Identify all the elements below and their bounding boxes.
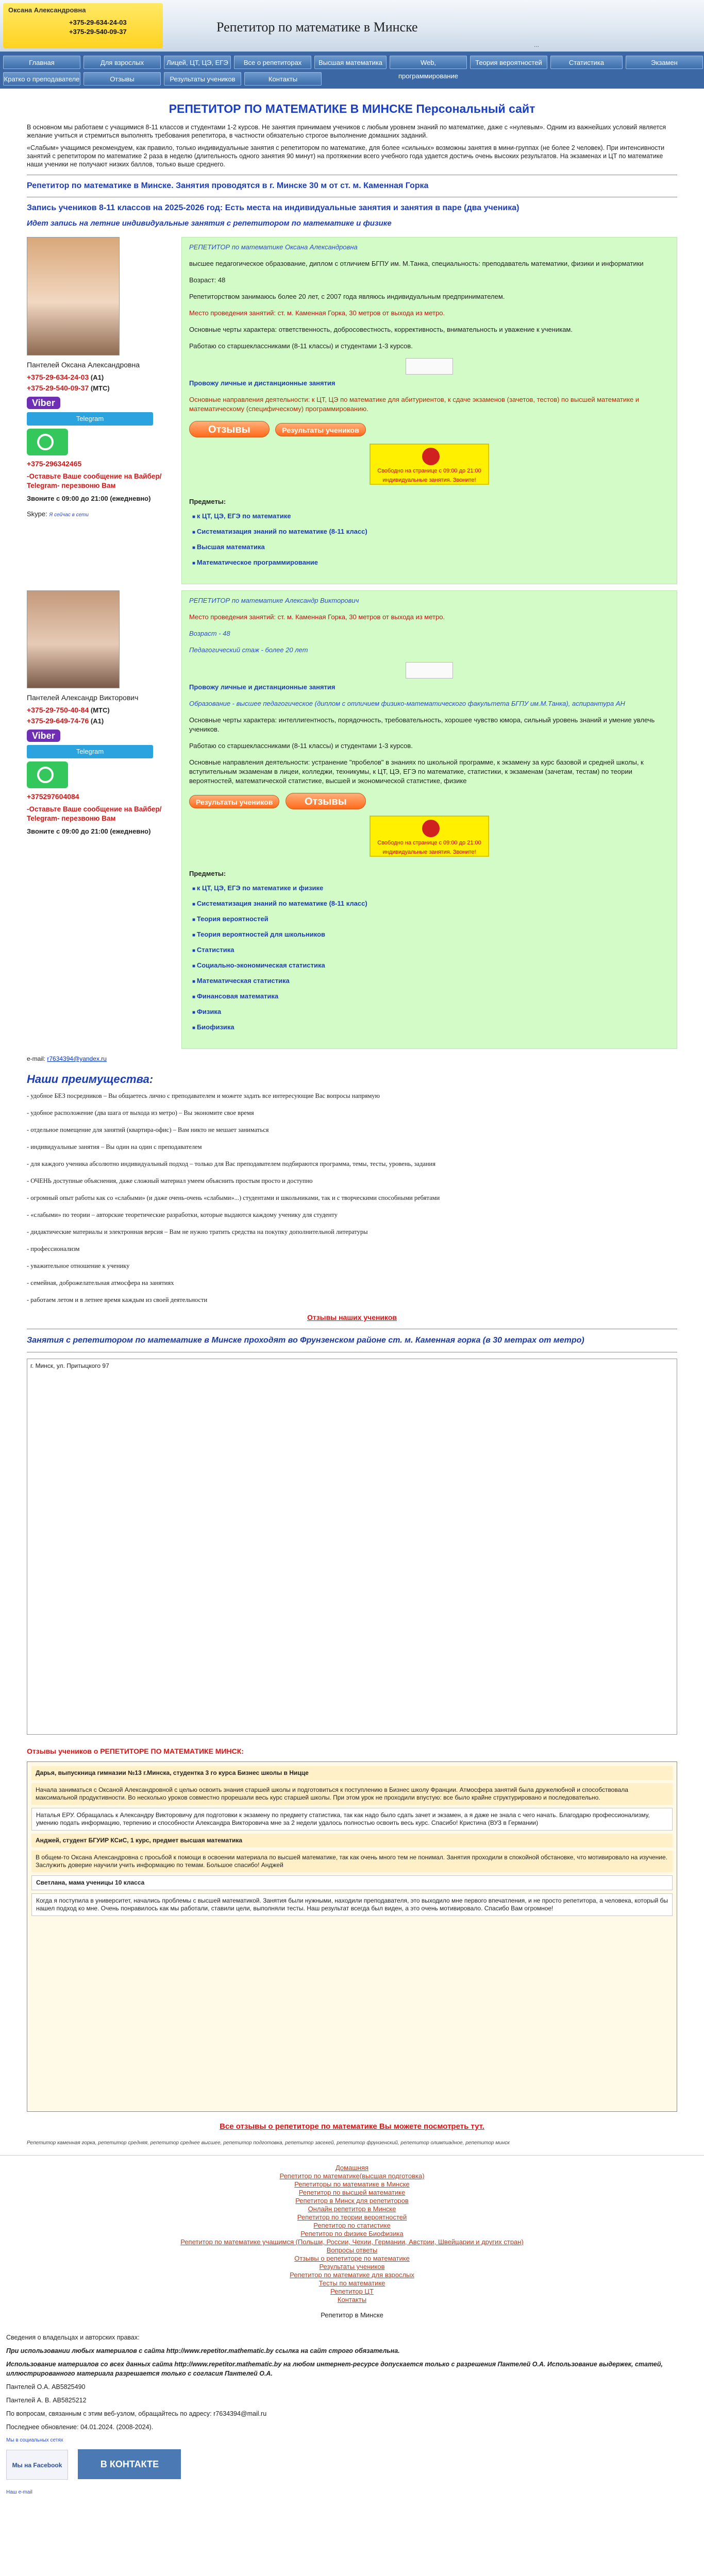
vkontakte-button[interactable]: В КОНТАКТЕ (78, 2449, 181, 2479)
nav-statistics[interactable]: Статистика (550, 56, 623, 69)
email-link[interactable]: r7634394@yandex.ru (47, 1055, 107, 1062)
teacher-1-education: высшее педагогическое образование, диплом с отличием БГПУ им. М.Танка, специальность: преподаватель математики, физики и информатики (189, 260, 644, 267)
intro-text (27, 123, 677, 168)
main-content (0, 89, 704, 2146)
teacher-2-traits: Основные черты характера: интеллигентность, порядочность, требовательность, хорошее чувство юмора, сильный уровень знаний и умение увлечь учеников. (189, 716, 655, 733)
site-header (0, 0, 704, 52)
subject-link[interactable]: ■ Систематизация знаний по математике (8-11 класс) (192, 527, 669, 537)
contact-note: По вопросам, связанным с этим веб-узлом, обращайтесь по адресу: r7634394@mail.ru (6, 2410, 267, 2417)
footer-link[interactable]: Тесты по математике (319, 2279, 385, 2287)
teacher-block-2 (27, 590, 677, 1049)
teacher-2-card (181, 590, 677, 1049)
main-navigation (0, 52, 704, 89)
subject-link[interactable]: ■ Статистика (192, 945, 669, 956)
teacher-1-phone-c[interactable]: +375-296342465 (27, 460, 82, 468)
teacher-1-subjects-title: Предметы: (189, 498, 226, 505)
teacher-1-age: Возраст: 48 (189, 276, 226, 284)
nav-home[interactable]: Главная (3, 56, 80, 69)
ring-icon (422, 820, 440, 837)
footer-link[interactable]: Репетитор по высшей математике (298, 2189, 406, 2196)
advantage-item: - для каждого ученика абсолютно индивидуальный подход – только для Вас преподавателем подбираются программа, темы, тесты, уровень, задания (27, 1160, 435, 1167)
teacher-block-1 (27, 237, 677, 584)
teacher-1-phone-b-operator: (МТС) (90, 384, 110, 392)
footer-link[interactable]: Репетитор по теории вероятностей (297, 2213, 407, 2221)
teacher-1-card-title: РЕПЕТИТОР по математике Оксана Александровна (189, 243, 358, 251)
subject-link[interactable]: ■ Финансовая математика (192, 992, 669, 1002)
whatsapp-icon[interactable] (27, 429, 68, 455)
teacher-2-photo (27, 590, 120, 688)
teacher-2-offer: Провожу личные и дистанционные занятия (189, 683, 336, 691)
teacher-2-subjects (189, 884, 669, 1033)
nav-probability[interactable]: Теория вероятностей (470, 56, 547, 69)
footer-link[interactable]: Репетитор по математике(высшая подготовка) (279, 2172, 425, 2180)
teacher-2-experience: Педагогический стаж - более 20 лет (189, 646, 308, 654)
review-text: Начала заниматься с Оксаной Александровной с целью освоить знания старшей школы и подготовиться к поступлению в Бизнес школу Франции. Атмосфера занятий была дружелюбной и способствовала максимальной продуктивности. Во несколько уроков совместно прорешали весь курс старшей школы. При этом урок не проходили впустую: все было крайне структурировано и последовательно. (31, 1783, 673, 1805)
teacher-2-hours: Звоните с 09:00 до 21:00 (ежедневно) (27, 827, 151, 835)
advantage-item: - огромный опыт работы как со «слабыми» (и даже очень-очень «слабыми»...) студентами и школьниками, так и с творческими способными ребятами (27, 1194, 440, 1201)
skype-status[interactable]: Я сейчас в сети (49, 512, 89, 518)
teacher-1-experience: Репетиторством занимаюсь более 20 лет, с 2007 года являюсь индивидуальным предпринимателем. (189, 293, 505, 300)
footer-link[interactable]: Репетитор ЦТ (330, 2287, 374, 2295)
nav-web-programming[interactable]: Web, программирование (390, 56, 467, 69)
teacher-1-results-button[interactable]: Результаты учеников (275, 423, 365, 436)
intro-paragraph-1: В основном мы работаем с учащимися 8-11 классов и студентами 1-2 курсов. Не занятия принимаем учеников с любым уровнем знаний по математике, даже с «нулевым». Одним из важнейших условий является желание учиться и стремиться выполнять требования репетитора, в частности обязательно строгое выполнение домашних заданий. (27, 124, 666, 139)
intro-paragraph-2: «Слабым» учащимся рекомендуем, как правило, только индивидуальные занятия с репетитором по математике, для более «сильных» возможны занятия в мини-группах (не более 2 человек). При интенсивности занятий с репетитором по математике 2 раза в неделю (длительность одного занятия 90 минут) на протяжении всего учебного года удается достичь очень высоких результатов. На экзаменах и ЦТ по математике наши ученики не получают низких баллов, только выше среднего. (27, 144, 665, 168)
teacher-2-subjects-title: Предметы: (189, 870, 226, 877)
nav-adults[interactable]: Для взрослых (83, 56, 161, 69)
teacher-1-photo (27, 237, 120, 355)
teacher-2-phone-c[interactable]: +375297604084 (27, 792, 79, 801)
location-note: Репетитор по математике в Минске. Занятия проводятся в г. Минске 30 м от ст. м. Каменная Горка (27, 181, 429, 190)
footer-city: Репетитор в Минске (321, 2311, 383, 2319)
advantage-item: - уважительное отношение к ученику (27, 1262, 130, 1269)
subject-link[interactable]: ■ Высшая математика (192, 543, 669, 553)
footer-link[interactable]: Контакты (337, 2296, 367, 2303)
subject-link[interactable]: ■ Систематизация знаний по математике (8-11 класс) (192, 899, 669, 909)
page-title: РЕПЕТИТОР ПО МАТЕМАТИКЕ В МИНСКЕ Персональный сайт (169, 102, 535, 115)
teacher-1-offer: Провожу личные и дистанционные занятия (189, 379, 336, 387)
advantage-item: - дидактические материалы и электронная версия – Вам не нужно тратить средства на покупку дополнительной литературы (27, 1228, 368, 1235)
skype-label: Skype: (27, 510, 47, 518)
header-phone-1[interactable]: +375-29-634-24-03 (69, 19, 127, 26)
header-phone-2[interactable]: +375-29-540-09-37 (69, 28, 127, 36)
nav-about-teacher[interactable]: Кратко о преподавателе (3, 72, 80, 86)
reviews-box[interactable] (27, 1761, 677, 2112)
footer-link[interactable]: Репетитор по статистике (313, 2222, 391, 2229)
footer-link[interactable]: Онлайн репетитор в Минске (308, 2205, 396, 2213)
advantage-item: - удобное расположение (два шага от выхода из метро) – Вы экономите свое время (27, 1109, 254, 1116)
subject-link[interactable]: ■ к ЦТ, ЦЭ, ЕГЭ по математике и физике (192, 884, 669, 894)
all-reviews-link[interactable]: Все отзывы о репетиторе по математике Вы можете посмотреть тут. (220, 2122, 484, 2131)
decorative-image (406, 358, 453, 375)
review-text: В общем-то Оксана Александровна с просьбой к помощи в освоении материала по высшей математике, так как очень много тем не понимал. Занятия проходили в спокойной обстановке, что мотивировало на изучение. Заслужить доверие научили учить информацию по темам. Большое спасибо! Анджей (31, 1851, 673, 1872)
teacher-2-education: Образование - высшее педагогическое (диплом с отличием физико-математического факультета БГПУ им.М.Танка), аспирантура АН (189, 700, 625, 707)
footer-link[interactable]: Отзывы о репетиторе по математике (294, 2255, 410, 2262)
review-text: Наталья ЕРУ. Обращалась к Александру Викторовичу для подготовки к экзамену по предмету статистика, так как надо было сдать зачет и экзамен, а я даже не знала с чего начать. Благодарю профессионализму, умению подать информацию, терпению и способности Александра Викторовича мне за 2 недели удалось полностью освоить весь курс. Спасибо! Кристина (ВУЗ в Германии) (31, 1808, 673, 1831)
teacher-1-hours: Звоните с 09:00 до 21:00 (ежедневно) (27, 495, 151, 502)
footer-links (0, 2155, 704, 2328)
footer-link[interactable]: Репетитор в Минск для репетиторов (295, 2197, 409, 2205)
nav-reviews[interactable]: Отзывы (83, 72, 161, 86)
advantage-item: - отдельное помещение для занятий (квартира-офис) – Вам никто не мешает заниматься (27, 1126, 269, 1133)
footer-link[interactable]: Репетитор по математике для взрослых (290, 2271, 414, 2279)
advantage-item: - индивидуальные занятия – Вы один на один с преподавателем (27, 1143, 202, 1150)
seo-keywords: Репетитор каменная горка, репетитор средняя, репетитор среднее высшее, репетитор подготовка, репетитор засекей, репетитор фрунзенский, репетитор олимпиадное, репетитор минск (27, 2140, 510, 2146)
teacher-2-reviews-button[interactable]: Отзывы (286, 793, 366, 809)
advantage-item: - работаем летом и в летнее время каждым из своей деятельности (27, 1296, 208, 1303)
teacher-2-results-button[interactable]: Результаты учеников (189, 795, 279, 808)
review-text: Когда я поступила в университет, начались проблемы с высшей математикой. Занятия были нужными, находили преподавателя, это выходило мне первого впечатления, и не просто репетитора, а человека, который бы нашел подход ко мне. Очень понравилось как мы работали, ставили цели, выполняли тесты. Наш результат всегда был виден, а это очень мотивировало. Спасибо Вам огромное! (31, 1893, 673, 1916)
teacher-2-phone-a-operator: (МТС) (90, 706, 110, 714)
teacher-2-contacts (27, 590, 181, 1049)
decorative-image (406, 662, 453, 679)
copyright-note-2: Использование материалов со всех данных сайта http://www.repetitor.mathematic.by на любом интернет-ресурсе допускается только с разрешения Пантелей О.А. Использование выдержек, статей, иллюстрированного материала разрешается только с согласия Пантелей О.А. (6, 2361, 663, 2377)
review-author: Дарья, выпускница гимназии №13 г.Минска, студентка 3 го курса Бизнес школы в Ницце (31, 1766, 673, 1780)
advantage-item: - семейная, доброжелательная атмосфера на занятиях (27, 1279, 174, 1286)
ring-icon (422, 448, 440, 465)
teacher-1-phone-a-operator: (A1) (90, 374, 104, 381)
teacher-2-place: Место проведения занятий: ст. м. Каменная Горка, 30 метров от выхода из метро. (189, 613, 445, 621)
site-title: Репетитор по математике в Минске (216, 20, 418, 35)
footer-link[interactable]: Домашняя (335, 2164, 369, 2172)
subject-link[interactable]: ■ Физика (192, 1007, 669, 1018)
teacher-1-work: Работаю со старшеклассниками (8-11 классы) и студентами 1-3 курсов. (189, 342, 413, 350)
nav-about-tutors[interactable]: Все о репетиторах (234, 56, 311, 69)
advantage-item: - удобное БЕЗ посредников – Вы общаетесь лично с преподавателем и можете задать все интересующие Вас вопросы напрямую (27, 1092, 380, 1099)
teacher-2-phone-b-operator: (A1) (90, 717, 104, 725)
teacher-1-free-badge: Свободно на странице с 09:00 до 21:00 индивидуальные занятия. Звоните! (370, 444, 489, 485)
whatsapp-icon[interactable] (27, 761, 68, 788)
map-embed[interactable] (27, 1359, 677, 1735)
teacher-2-main-activity: Основные направления деятельности: устранение "пробелов" в знаниях по школьной программе, к экзамену за курс базовой и средней школы, к вступительным экзаменам в лицеи, колледжи, техникумы, к ЦТ, ЦЭ, ЕГЭ по математике, статистики, к экзаменам (зачетам, тестам) по теории вероятностей, математической статистике, высшей и экономической статистике, физике (189, 758, 644, 785)
teacher-1-message-note: -Оставьте Ваше сообщение на Вайбер/ Telegram- перезвоню Вам (27, 472, 162, 489)
reviews-title: Отзывы учеников о РЕПЕТИТОРЕ ПО МАТЕМАТИКЕ МИНСК: (27, 1747, 244, 1755)
advantage-item: - «слабыми» по теории – авторские теоретические разработки, которые выдаются каждому ученику для студенту (27, 1211, 338, 1218)
footer-link[interactable]: Репетитор по математике учащимся (Польши, России, Чехии, Германии, Австрии, Швейцарии и других стран) (180, 2238, 524, 2246)
teacher-2-message-note: -Оставьте Ваше сообщение на Вайбер/ Telegram- перезвоню Вам (27, 805, 162, 822)
teacher-1-card (181, 237, 677, 584)
location-text: Занятия с репетитором по математике в Минске проходят во Фрунзенском районе ст. м. Каменная горка (в 30 метрах от метро) (27, 1336, 584, 1345)
brand-block (3, 3, 163, 48)
viber-button[interactable]: Viber (27, 730, 60, 742)
facebook-button[interactable]: Мы на Facebook (6, 2450, 68, 2480)
teacher-1-place: Место проведения занятий: ст. м. Каменная Горка, 30 метров от выхода из метро. (189, 309, 445, 317)
footer-link[interactable]: Репетиторы по математике в Минске (294, 2180, 410, 2188)
email-footer-label[interactable]: Наш e-mail (6, 2489, 32, 2495)
footer-link[interactable]: Вопросы ответы (326, 2246, 378, 2254)
telegram-button[interactable]: Telegram (27, 412, 153, 426)
nav-results[interactable]: Результаты учеников (164, 72, 241, 86)
teacher-1-subjects (189, 512, 669, 568)
teacher-2-age: Возраст - 48 (189, 630, 230, 637)
teacher-2-phone-a[interactable]: +375-29-750-40-84 (27, 706, 89, 714)
teacher-1-name: Пантелей Оксана Александровна (27, 361, 140, 369)
owner-2: Пантелей А. В. АВ5825212 (6, 2397, 87, 2404)
footer-link[interactable]: Результаты учеников (319, 2263, 385, 2270)
advantages-section (27, 1073, 677, 1304)
nav-contacts[interactable]: Контакты (244, 72, 322, 86)
teacher-2-free-badge: Свободно на странице с 09:00 до 21:00 индивидуальные занятия. Звоните! (370, 816, 489, 857)
nav-exam[interactable]: Экзамен (626, 56, 703, 69)
advantage-item: - профессионализм (27, 1245, 80, 1252)
teacher-1-reviews-button[interactable]: Отзывы (189, 421, 270, 437)
email-label: e-mail: (27, 1055, 46, 1062)
copyright-note-1: При использовании любых материалов с сайта http://www.repetitor.mathematic.by ссылка на сайт строго обязательна. (6, 2347, 400, 2354)
subject-link[interactable]: ■ Теория вероятностей для школьников (192, 930, 669, 940)
telegram-button[interactable]: Telegram (27, 745, 153, 758)
last-update: Последнее обновление: 04.01.2024. (2008-2024). (6, 2424, 154, 2431)
subject-link[interactable]: ■ Социально-экономическая статистика (192, 961, 669, 971)
teacher-2-card-title: РЕПЕТИТОР по математике Александр Викторович (189, 597, 359, 604)
summer-note: Идет запись на летние индивидуальные занятия с репетитором по математике и физике (27, 219, 392, 228)
teacher-2-name: Пантелей Александр Викторович (27, 693, 139, 702)
subject-link[interactable]: ■ Математическая статистика (192, 976, 669, 987)
subject-link[interactable]: ■ Биофизика (192, 1023, 669, 1033)
teacher-2-work: Работаю со старшеклассниками (8-11 классы) и студентами 1-3 курсов. (189, 742, 413, 750)
subject-link[interactable]: ■ Теория вероятностей (192, 914, 669, 925)
nav-higher-math[interactable]: Высшая математика (314, 56, 387, 69)
brand-name: Оксана Александровна (8, 6, 86, 14)
teacher-2-phone-b[interactable]: +375-29-649-74-76 (27, 717, 89, 725)
teacher-1-traits: Основные черты характера: ответственность, добросовестность, коррективность, внимательность и уважение к ученикам. (189, 326, 573, 333)
teacher-1-contacts (27, 237, 181, 584)
advantages-title: Наши преимущества: (27, 1073, 154, 1086)
review-author: Светлана, мама ученицы 10 класса (31, 1875, 673, 1890)
nav-exams[interactable]: Лицей, ЦТ, ЦЭ, ЕГЭ (164, 56, 231, 69)
advantage-item: - ОЧЕНЬ доступные объяснения, даже сложный материал умеем объяснить простым просто и доступно (27, 1177, 313, 1184)
enroll-note: Запись учеников 8-11 классов на 2025-2026 год: Есть места на индивидуальные занятия и занятия в паре (два ученика) (27, 204, 519, 212)
teacher-1-phone-b[interactable]: +375-29-540-09-37 (27, 384, 89, 392)
subject-link[interactable]: ■ Математическое программирование (192, 558, 669, 568)
review-author: Анджей, студент БГУИР КСиС, 1 курс, предмет высшая математика (31, 1834, 673, 1848)
students-reviews-link[interactable]: Отзывы наших учеников (307, 1313, 397, 1321)
footer-link[interactable]: Репетитор по физике Биофизика (300, 2230, 404, 2238)
copyright-heading: Сведения о владельцах и авторских правах: (6, 2334, 140, 2341)
map-address: г. Минск, ул. Притыцкого 97 (30, 1362, 109, 1369)
social-label: Мы в социальных сетях (6, 2437, 63, 2443)
teacher-1-phone-a[interactable]: +375-29-634-24-03 (27, 373, 89, 381)
viber-button[interactable]: Viber (27, 397, 60, 409)
header-ellipsis: ... (534, 41, 540, 48)
owner-1: Пантелей О.А. АВ5825490 (6, 2383, 86, 2391)
teacher-1-main-activity: Основные направления деятельности: к ЦТ, ЦЭ по математике для абитуриентов, к сдаче экзаменов (зачетов, тестов) по высшей математике и математическому (специфическому) программированию. (189, 396, 640, 413)
subject-link[interactable]: ■ к ЦТ, ЦЭ, ЕГЭ по математике (192, 512, 669, 522)
copyright-section (0, 2328, 704, 2518)
